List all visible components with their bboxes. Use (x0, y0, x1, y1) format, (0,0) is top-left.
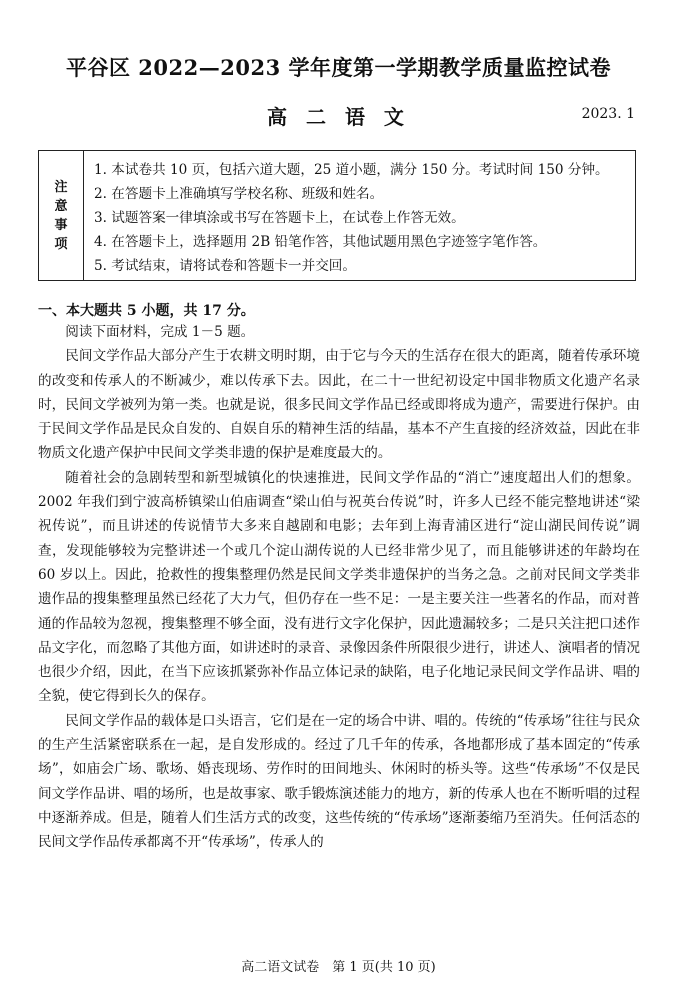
notice-item: 5. 考试结束，请将试卷和答题卡一并交回。 (94, 258, 356, 274)
notice-label-char: 事 (54, 217, 68, 233)
notice-label-char: 注 (54, 179, 68, 195)
notice-item: 3. 试题答案一律填涂或书写在答题卡上，在试卷上作答无效。 (94, 210, 465, 226)
notice-label (39, 151, 84, 280)
exam-date: 2023. 1 (581, 106, 635, 122)
reading-passage (38, 320, 640, 855)
notice-item: 4. 在答题卡上，选择题用 2B 铅笔作答，其他试题用黑色字迹签字笔作答。 (94, 234, 547, 250)
exam-subject: 高 二 语 文 (267, 105, 410, 129)
notice-label-char: 意 (54, 198, 68, 214)
notice-item: 1. 本试卷共 10 页，包括六道大题，25 道小题，满分 150 分。考试时间 150 分钟。 (94, 162, 609, 178)
notice-box (38, 150, 636, 281)
notice-item: 2. 在答题卡上准确填写学校名称、班级和姓名。 (94, 186, 384, 202)
notice-items (84, 151, 609, 280)
notice-label-char: 项 (54, 236, 68, 252)
passage-paragraph: 随着社会的急剧转型和新型城镇化的快速推进，民间文学作品的“消亡”速度超出人们的想象。2002 年我们到宁波高桥镇梁山伯庙调查“梁山伯与祝英台传说”时，许多人已经不能完整地讲述“梁祝传说”，而且讲述的传说情节大多来自越剧和电影；去年到上海青浦区进行“淀山湖民间传说”调查，发现能够较为完整讲述一个或几个淀山湖传说的人已经非常少见了，而且能够讲述的年龄均在 60 岁以上。因此，抢救性的搜集整理仍然是民间文学类非遗保护的当务之急。之前对民间文学类非遗作品的搜集整理虽然已经花了大力气，但仍存在一些不足：一是主要关注一些著名的作品，而对普通的作品较为忽视，搜集整理不够全面，没有进行文字化保护，因此遗漏较多；二是只关注把口述作品文字化，而忽略了其他方面，如讲述时的录音、录像因条件所限很少进行，讲述人、演唱者的情况也很少介绍，因此，在当下应该抓紧弥补作品立体记录的缺陷，电子化地记录民间文学作品讲、唱的全貌，使它得到长久的保存。 (38, 469, 640, 705)
passage-paragraph: 民间文学作品的载体是口头语言，它们是在一定的场合中讲、唱的。传统的“传承场”往往与民众的生产生活紧密联系在一起，是自发形成的。经过了几千年的传承，各地都形成了基本固定的“传承场”，如庙会广场、歌场、婚丧现场、劳作时的田间地头、休闲时的桥头等。这些“传承场”不仅是民间文学作品讲、唱的场所，也是故事家、歌手锻炼演述能力的地方，新的传承人也在不断听唱的过程中逐渐养成。但是，随着人们生活方式的改变，这些传统的“传承场”逐渐萎缩乃至消失。任何活态的民间文学作品传承都离不开“传承场”，传承人的 (38, 712, 640, 851)
passage-paragraph: 民间文学作品大部分产生于农耕文明时期，由于它与今天的生活存在很大的距离，随着传承环境的改变和传承人的不断减少，难以传承下去。因此，在二十一世纪初设定中国非物质文化遗产名录时，民间文学被列为第一类。也就是说，很多民间文学作品已经或即将成为遗产，需要进行保护。由于民间文学作品是民众自发的、自娱自乐的精神生活的结晶，基本不产生直接的经济效益，因此在非物质文化遗产保护中民间文学类非遗的保护是难度最大的。 (38, 348, 640, 462)
page-footer: 高二语文试卷 第 1 页(共 10 页) (241, 960, 436, 975)
exam-title: 平谷区 2022—2023 学年度第一学期教学质量监控试卷 (65, 55, 611, 80)
reading-instruction: 阅读下面材料，完成 1－5 题。 (65, 324, 255, 340)
section-heading: 一、本大题共 5 小题，共 17 分。 (38, 303, 255, 319)
